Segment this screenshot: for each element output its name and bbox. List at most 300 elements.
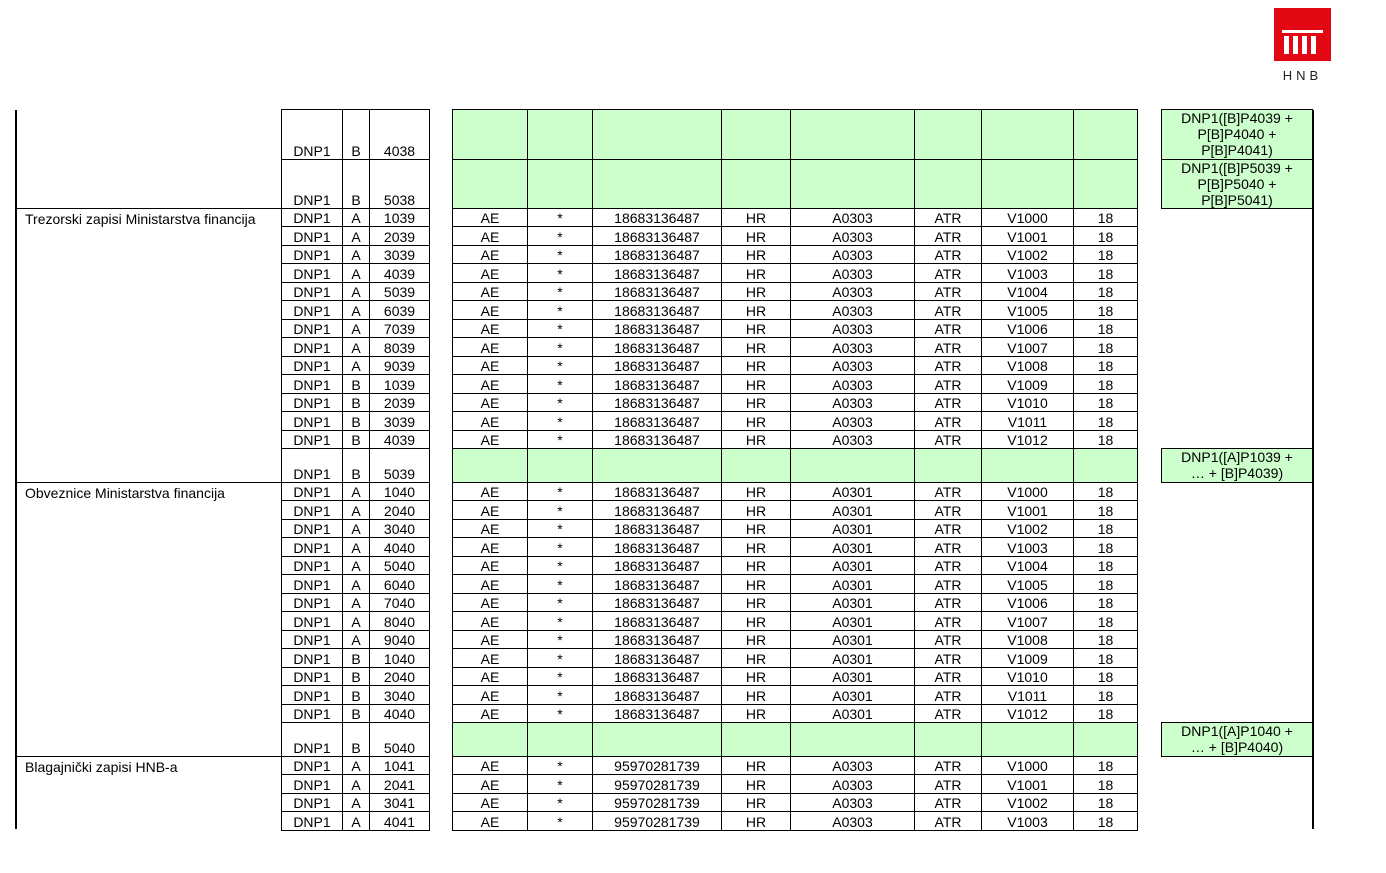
col-account: A0303 (790, 430, 915, 449)
row-code: 9040 (369, 630, 430, 649)
col-id: 18683136487 (592, 519, 722, 538)
row-code: 1041 (369, 756, 430, 775)
highlighted-empty-cell (452, 109, 528, 160)
col-account: A0301 (790, 704, 915, 723)
col-atr: ATR (914, 811, 982, 831)
highlighted-empty-cell (592, 159, 722, 209)
row-type: DNP1 (281, 282, 343, 301)
col-id: 18683136487 (592, 393, 722, 412)
formula-cell (1161, 448, 1313, 483)
col-account: A0301 (790, 500, 915, 520)
section-divider (15, 756, 283, 757)
col-ae: AE (452, 685, 528, 705)
col-star: * (527, 811, 593, 831)
row-type: DNP1 (281, 263, 343, 283)
row-letter: A (342, 282, 370, 301)
row-code: 2039 (369, 226, 430, 246)
highlighted-empty-cell (592, 109, 722, 160)
col-star: * (527, 393, 593, 412)
col-version: V1004 (981, 556, 1074, 575)
col-version: V1005 (981, 574, 1074, 594)
col-atr: ATR (914, 356, 982, 375)
row-code: 2040 (369, 667, 430, 686)
col-star: * (527, 319, 593, 338)
row-type: DNP1 (281, 756, 343, 775)
col-id: 18683136487 (592, 282, 722, 301)
col-number: 18 (1073, 337, 1138, 357)
col-account: A0303 (790, 319, 915, 338)
row-type: DNP1 (281, 722, 343, 757)
col-id: 18683136487 (592, 374, 722, 394)
row-letter: A (342, 482, 370, 501)
row-type: DNP1 (281, 611, 343, 631)
col-id: 18683136487 (592, 556, 722, 575)
row-letter: A (342, 793, 370, 812)
formula-line: DNP1([B]P5039 + (1181, 160, 1293, 176)
highlighted-empty-cell (790, 159, 915, 209)
col-id: 18683136487 (592, 704, 722, 723)
col-star: * (527, 337, 593, 357)
row-code: 5040 (369, 556, 430, 575)
row-letter: A (342, 756, 370, 775)
col-id: 18683136487 (592, 411, 722, 431)
row-letter: A (342, 356, 370, 375)
highlighted-empty-cell (981, 109, 1074, 160)
col-ae: AE (452, 519, 528, 538)
row-code: 8040 (369, 611, 430, 631)
row-code: 1039 (369, 374, 430, 394)
col-country: HR (721, 282, 791, 301)
highlighted-empty-cell (790, 722, 915, 757)
col-account: A0303 (790, 756, 915, 775)
col-number: 18 (1073, 793, 1138, 812)
row-letter: B (342, 685, 370, 705)
col-ae: AE (452, 356, 528, 375)
row-type: DNP1 (281, 159, 343, 209)
row-type: DNP1 (281, 208, 343, 227)
row-type: DNP1 (281, 319, 343, 338)
highlighted-empty-cell (452, 722, 528, 757)
highlighted-empty-cell (1073, 448, 1138, 483)
col-number: 18 (1073, 611, 1138, 631)
highlighted-empty-cell (981, 159, 1074, 209)
highlighted-empty-cell (721, 448, 791, 483)
row-letter: A (342, 811, 370, 831)
col-version: V1006 (981, 593, 1074, 612)
highlighted-empty-cell (527, 448, 593, 483)
col-atr: ATR (914, 430, 982, 449)
row-code: 6039 (369, 300, 430, 320)
col-star: * (527, 356, 593, 375)
row-code: 4039 (369, 430, 430, 449)
row-letter: B (342, 393, 370, 412)
row-code: 3039 (369, 411, 430, 431)
col-ae: AE (452, 208, 528, 227)
col-account: A0301 (790, 667, 915, 686)
col-number: 18 (1073, 704, 1138, 723)
col-ae: AE (452, 704, 528, 723)
col-number: 18 (1073, 756, 1138, 775)
col-ae: AE (452, 226, 528, 246)
row-type: DNP1 (281, 519, 343, 538)
col-atr: ATR (914, 574, 982, 594)
formula-cell (1161, 722, 1313, 757)
col-star: * (527, 374, 593, 394)
col-country: HR (721, 593, 791, 612)
col-country: HR (721, 300, 791, 320)
row-type: DNP1 (281, 356, 343, 375)
col-id: 18683136487 (592, 319, 722, 338)
row-letter: B (342, 704, 370, 723)
row-type: DNP1 (281, 411, 343, 431)
col-number: 18 (1073, 630, 1138, 649)
col-version: V1011 (981, 685, 1074, 705)
col-id: 18683136487 (592, 611, 722, 631)
col-country: HR (721, 500, 791, 520)
col-number: 18 (1073, 356, 1138, 375)
col-atr: ATR (914, 319, 982, 338)
row-code: 3041 (369, 793, 430, 812)
col-atr: ATR (914, 482, 982, 501)
formula-cell (1161, 109, 1313, 160)
highlighted-empty-cell (452, 448, 528, 483)
col-version: V1003 (981, 263, 1074, 283)
row-type: DNP1 (281, 556, 343, 575)
row-letter: B (342, 448, 370, 483)
formula-line: … + [B]P4040) (1190, 739, 1284, 755)
highlighted-empty-cell (914, 159, 982, 209)
col-ae: AE (452, 611, 528, 631)
col-star: * (527, 482, 593, 501)
col-number: 18 (1073, 667, 1138, 686)
col-version: V1008 (981, 630, 1074, 649)
highlighted-empty-cell (1073, 109, 1138, 160)
col-number: 18 (1073, 282, 1138, 301)
col-number: 18 (1073, 226, 1138, 246)
row-letter: A (342, 300, 370, 320)
col-ae: AE (452, 500, 528, 520)
col-country: HR (721, 482, 791, 501)
col-atr: ATR (914, 263, 982, 283)
col-version: V1000 (981, 756, 1074, 775)
col-atr: ATR (914, 411, 982, 431)
row-code: 1039 (369, 208, 430, 227)
col-account: A0303 (790, 356, 915, 375)
col-country: HR (721, 556, 791, 575)
col-atr: ATR (914, 393, 982, 412)
col-atr: ATR (914, 226, 982, 246)
row-letter: A (342, 226, 370, 246)
col-ae: AE (452, 556, 528, 575)
col-country: HR (721, 774, 791, 794)
col-number: 18 (1073, 593, 1138, 612)
col-id: 18683136487 (592, 648, 722, 668)
row-type: DNP1 (281, 482, 343, 501)
col-star: * (527, 300, 593, 320)
formula-line: P[B]P5040 + (1197, 176, 1277, 192)
col-ae: AE (452, 630, 528, 649)
col-atr: ATR (914, 593, 982, 612)
highlighted-empty-cell (790, 109, 915, 160)
col-atr: ATR (914, 630, 982, 649)
col-id: 18683136487 (592, 263, 722, 283)
row-type: DNP1 (281, 667, 343, 686)
table-border (1312, 110, 1314, 829)
col-star: * (527, 704, 593, 723)
col-country: HR (721, 704, 791, 723)
col-account: A0303 (790, 208, 915, 227)
col-version: V1006 (981, 319, 1074, 338)
row-type: DNP1 (281, 793, 343, 812)
col-account: A0303 (790, 300, 915, 320)
formula-line: P[B]P4041) (1201, 142, 1273, 158)
row-letter: B (342, 722, 370, 757)
col-atr: ATR (914, 793, 982, 812)
formula-cell (1161, 159, 1313, 209)
row-letter: A (342, 611, 370, 631)
col-star: * (527, 556, 593, 575)
col-version: V1011 (981, 411, 1074, 431)
col-star: * (527, 430, 593, 449)
col-number: 18 (1073, 537, 1138, 557)
col-atr: ATR (914, 300, 982, 320)
col-account: A0303 (790, 374, 915, 394)
col-atr: ATR (914, 704, 982, 723)
row-code: 5038 (369, 159, 430, 209)
col-atr: ATR (914, 667, 982, 686)
col-number: 18 (1073, 500, 1138, 520)
col-version: V1012 (981, 430, 1074, 449)
col-country: HR (721, 685, 791, 705)
col-version: V1000 (981, 482, 1074, 501)
col-ae: AE (452, 300, 528, 320)
col-star: * (527, 245, 593, 264)
row-code: 3040 (369, 519, 430, 538)
row-type: DNP1 (281, 393, 343, 412)
col-ae: AE (452, 482, 528, 501)
col-ae: AE (452, 245, 528, 264)
row-type: DNP1 (281, 374, 343, 394)
col-country: HR (721, 519, 791, 538)
col-version: V1010 (981, 393, 1074, 412)
col-star: * (527, 411, 593, 431)
row-letter: A (342, 630, 370, 649)
col-account: A0303 (790, 411, 915, 431)
formula-line: DNP1([B]P4039 + (1181, 110, 1293, 126)
row-letter: A (342, 519, 370, 538)
col-country: HR (721, 393, 791, 412)
col-country: HR (721, 319, 791, 338)
col-id: 18683136487 (592, 226, 722, 246)
col-country: HR (721, 226, 791, 246)
col-id: 18683136487 (592, 337, 722, 357)
col-id: 18683136487 (592, 245, 722, 264)
col-atr: ATR (914, 685, 982, 705)
col-country: HR (721, 337, 791, 357)
col-number: 18 (1073, 319, 1138, 338)
col-ae: AE (452, 774, 528, 794)
hnb-logo (1274, 8, 1331, 61)
formula-line: DNP1([A]P1040 + (1181, 723, 1293, 739)
col-account: A0303 (790, 393, 915, 412)
col-star: * (527, 593, 593, 612)
col-country: HR (721, 630, 791, 649)
row-type: DNP1 (281, 430, 343, 449)
col-star: * (527, 774, 593, 794)
col-ae: AE (452, 793, 528, 812)
col-version: V1012 (981, 704, 1074, 723)
col-atr: ATR (914, 245, 982, 264)
col-country: HR (721, 811, 791, 831)
row-code: 9039 (369, 356, 430, 375)
col-ae: AE (452, 282, 528, 301)
row-letter: A (342, 593, 370, 612)
col-id: 18683136487 (592, 356, 722, 375)
col-star: * (527, 793, 593, 812)
row-type: DNP1 (281, 300, 343, 320)
highlighted-empty-cell (981, 448, 1074, 483)
col-id: 18683136487 (592, 500, 722, 520)
col-number: 18 (1073, 374, 1138, 394)
row-code: 1040 (369, 648, 430, 668)
col-account: A0301 (790, 519, 915, 538)
row-type: DNP1 (281, 109, 343, 160)
col-id: 18683136487 (592, 208, 722, 227)
col-country: HR (721, 648, 791, 668)
highlighted-empty-cell (721, 159, 791, 209)
col-atr: ATR (914, 337, 982, 357)
col-atr: ATR (914, 611, 982, 631)
row-letter: A (342, 263, 370, 283)
col-number: 18 (1073, 208, 1138, 227)
row-type: DNP1 (281, 774, 343, 794)
col-id: 95970281739 (592, 811, 722, 831)
col-country: HR (721, 611, 791, 631)
highlighted-empty-cell (914, 109, 982, 160)
highlighted-empty-cell (527, 722, 593, 757)
row-code: 4041 (369, 811, 430, 831)
col-id: 18683136487 (592, 685, 722, 705)
row-letter: B (342, 374, 370, 394)
col-atr: ATR (914, 500, 982, 520)
row-type: DNP1 (281, 448, 343, 483)
row-letter: B (342, 648, 370, 668)
col-ae: AE (452, 537, 528, 557)
table-border (15, 110, 17, 829)
col-version: V1008 (981, 356, 1074, 375)
row-type: DNP1 (281, 704, 343, 723)
col-id: 18683136487 (592, 630, 722, 649)
col-star: * (527, 208, 593, 227)
highlighted-empty-cell (721, 722, 791, 757)
row-type: DNP1 (281, 593, 343, 612)
col-account: A0303 (790, 337, 915, 357)
col-id: 18683136487 (592, 482, 722, 501)
col-number: 18 (1073, 263, 1138, 283)
col-id: 18683136487 (592, 667, 722, 686)
col-account: A0303 (790, 282, 915, 301)
col-country: HR (721, 793, 791, 812)
col-ae: AE (452, 667, 528, 686)
row-code: 5039 (369, 282, 430, 301)
col-account: A0301 (790, 482, 915, 501)
col-atr: ATR (914, 556, 982, 575)
row-code: 2039 (369, 393, 430, 412)
col-version: V1003 (981, 537, 1074, 557)
col-ae: AE (452, 263, 528, 283)
row-code: 4038 (369, 109, 430, 160)
highlighted-empty-cell (914, 722, 982, 757)
col-star: * (527, 282, 593, 301)
col-version: V1007 (981, 611, 1074, 631)
row-letter: A (342, 537, 370, 557)
col-ae: AE (452, 337, 528, 357)
row-type: DNP1 (281, 337, 343, 357)
row-letter: A (342, 774, 370, 794)
row-code: 7040 (369, 593, 430, 612)
section-divider (15, 482, 283, 483)
row-letter: A (342, 574, 370, 594)
col-version: V1002 (981, 519, 1074, 538)
col-atr: ATR (914, 519, 982, 538)
col-atr: ATR (914, 648, 982, 668)
col-atr: ATR (914, 208, 982, 227)
highlighted-empty-cell (452, 159, 528, 209)
col-number: 18 (1073, 556, 1138, 575)
col-country: HR (721, 263, 791, 283)
row-letter: A (342, 337, 370, 357)
col-star: * (527, 574, 593, 594)
col-number: 18 (1073, 300, 1138, 320)
row-code: 2040 (369, 500, 430, 520)
row-letter: B (342, 159, 370, 209)
col-number: 18 (1073, 685, 1138, 705)
col-number: 18 (1073, 430, 1138, 449)
col-account: A0301 (790, 648, 915, 668)
col-star: * (527, 537, 593, 557)
col-number: 18 (1073, 482, 1138, 501)
row-code: 5039 (369, 448, 430, 483)
row-code: 8039 (369, 337, 430, 357)
row-letter: B (342, 667, 370, 686)
col-account: A0301 (790, 537, 915, 557)
col-star: * (527, 519, 593, 538)
col-atr: ATR (914, 374, 982, 394)
row-type: DNP1 (281, 630, 343, 649)
col-account: A0303 (790, 774, 915, 794)
row-letter: A (342, 319, 370, 338)
section-label: Blagajnički zapisi HNB-a (25, 758, 178, 775)
row-type: DNP1 (281, 226, 343, 246)
col-account: A0301 (790, 611, 915, 631)
col-number: 18 (1073, 648, 1138, 668)
col-version: V1007 (981, 337, 1074, 357)
col-version: V1005 (981, 300, 1074, 320)
formula-line: … + [B]P4039) (1190, 465, 1284, 481)
col-number: 18 (1073, 519, 1138, 538)
col-number: 18 (1073, 774, 1138, 794)
col-country: HR (721, 667, 791, 686)
logo-text: HNB (1282, 68, 1323, 83)
col-atr: ATR (914, 756, 982, 775)
formula-line: P[B]P5041) (1201, 192, 1273, 208)
highlighted-empty-cell (527, 159, 593, 209)
col-version: V1002 (981, 793, 1074, 812)
row-code: 3040 (369, 685, 430, 705)
formula-line: DNP1([A]P1039 + (1181, 449, 1293, 465)
col-country: HR (721, 756, 791, 775)
col-ae: AE (452, 593, 528, 612)
